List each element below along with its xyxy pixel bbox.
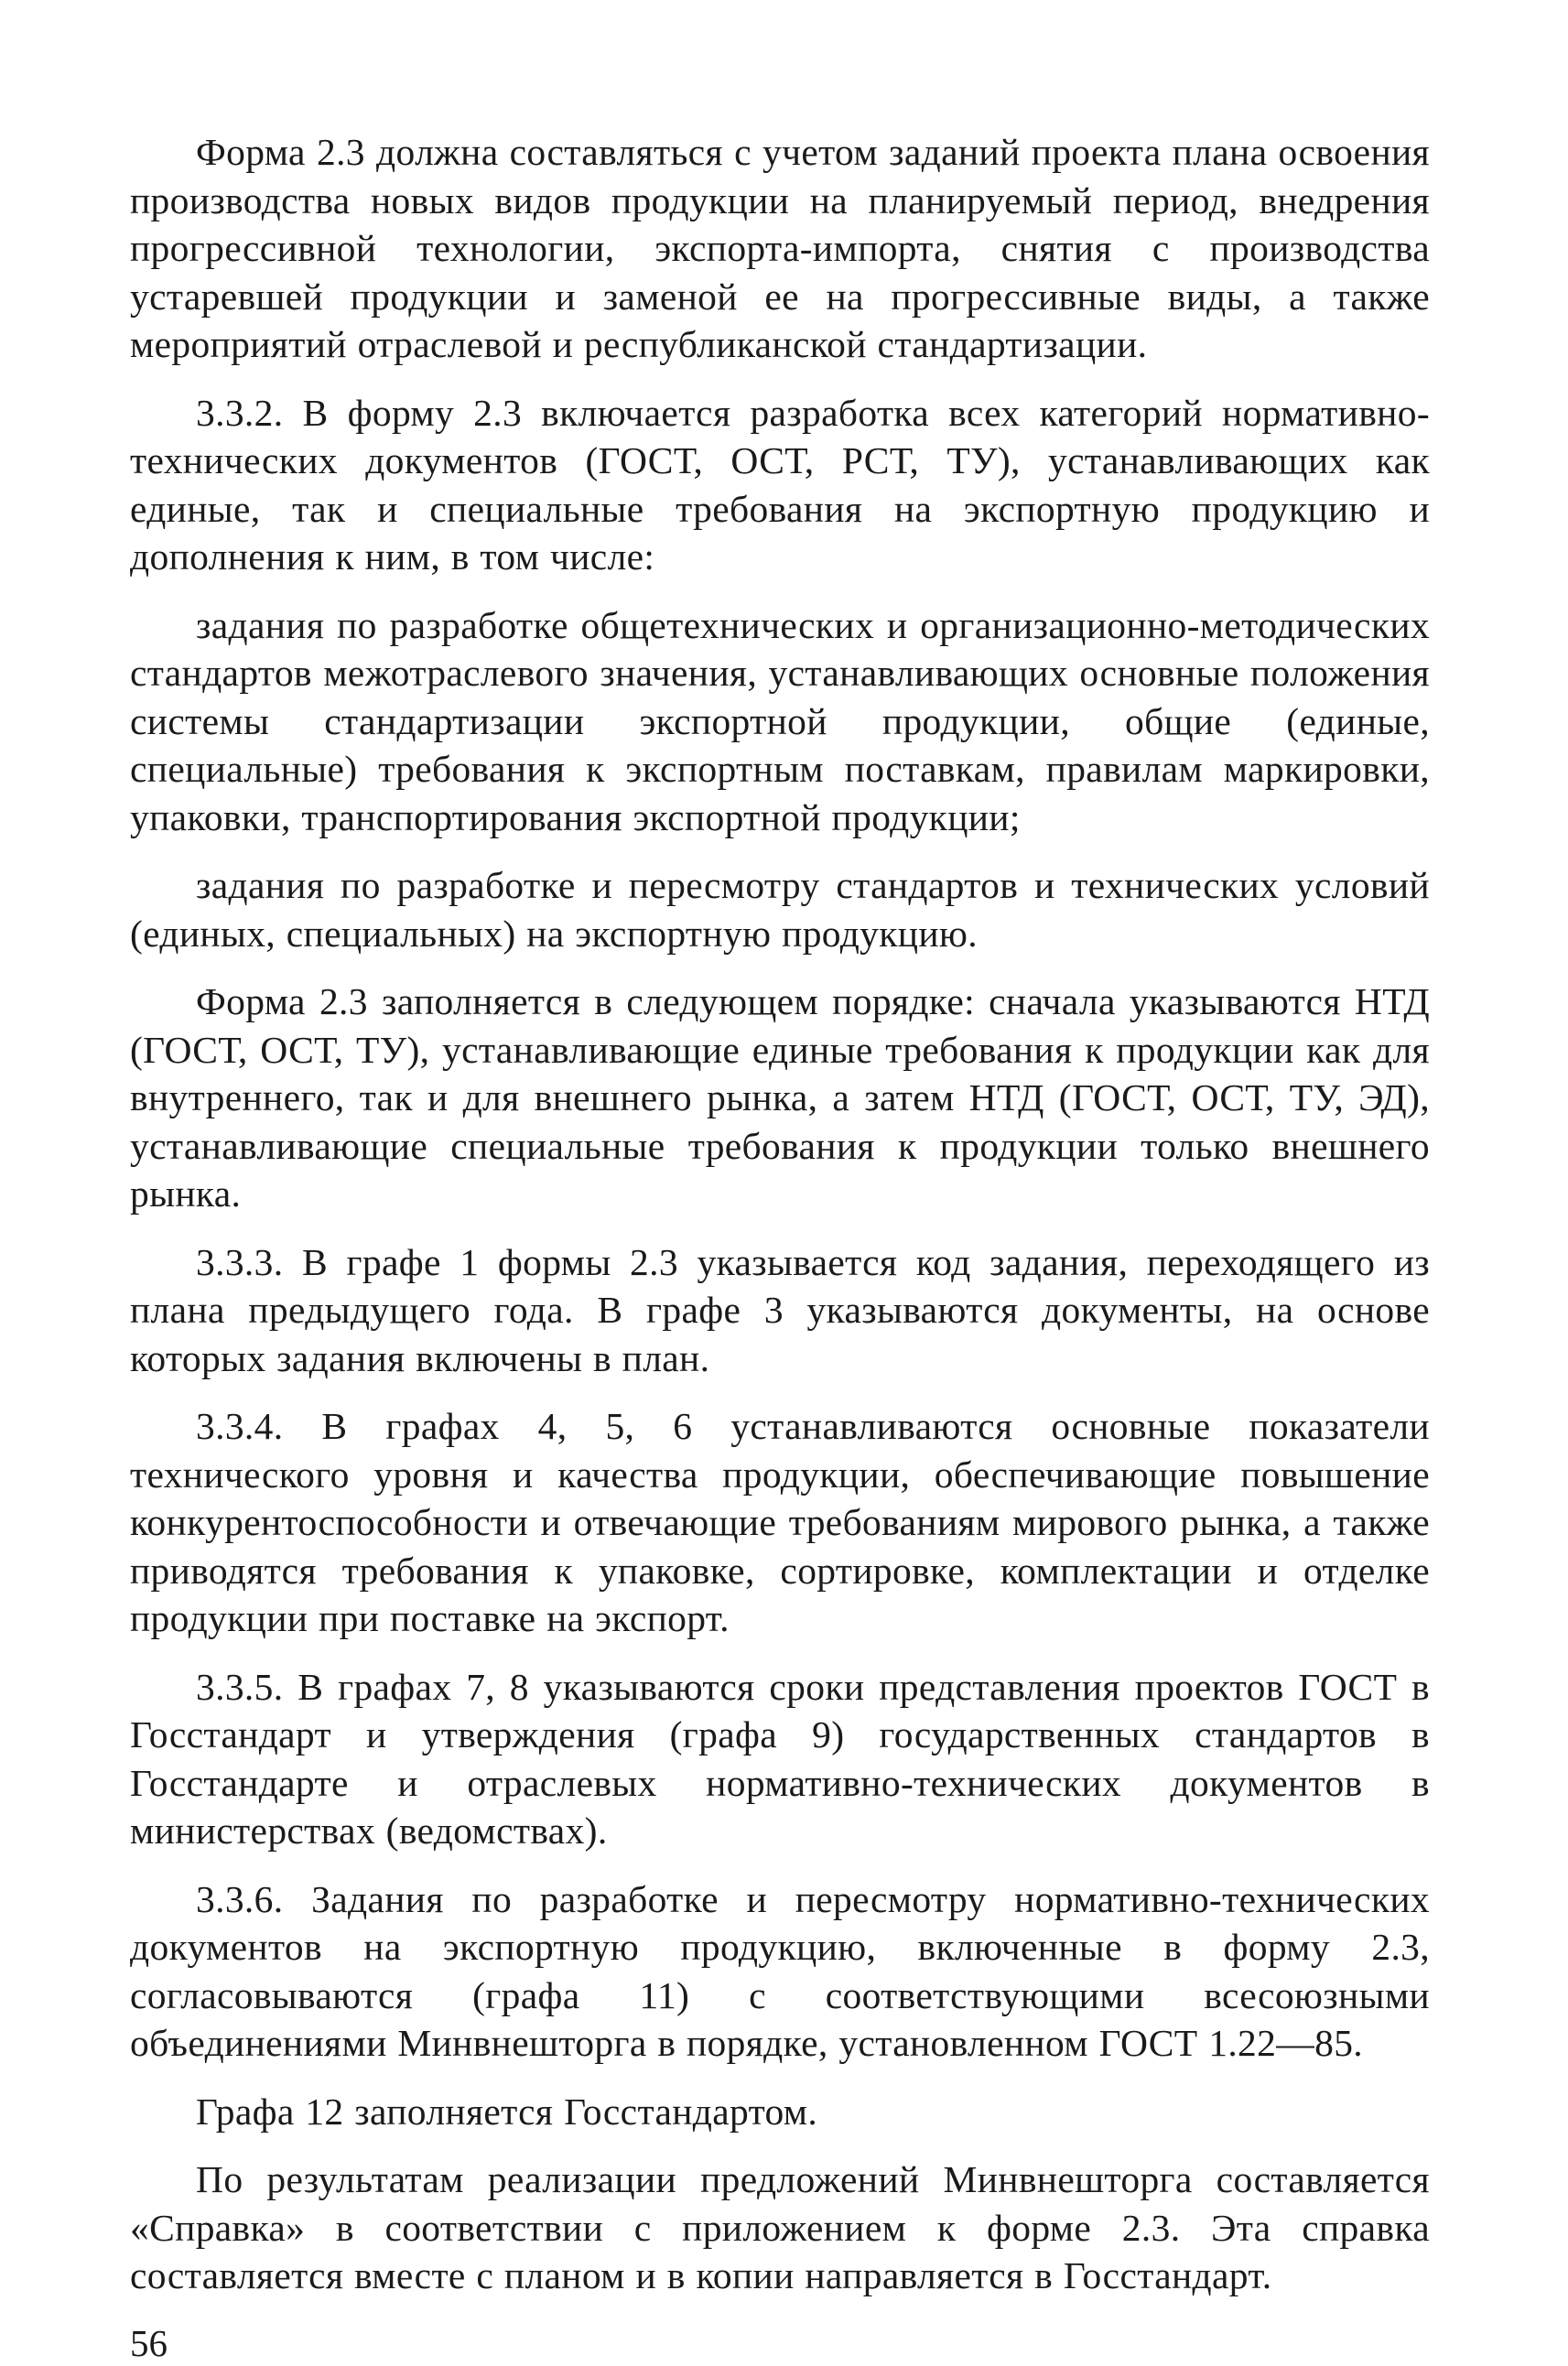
paragraph-fill-order: Форма 2.3 заполняется в следующем порядке: сначала указываются НТД (ГОСТ, ОСТ, ТУ), устанавливающие единые требования к продукции как для внутреннего, так и для внешнего рынка, а затем НТД (ГОСТ, ОСТ, ТУ, ЭД), устанавливающие специальные требования к продукции только внешнего рынка. [130,980,1430,1215]
paragraph-revision-tasks: задания по разработке и пересмотру стандартов и технических условий (единых, специальных) на экспортную продукцию. [130,864,1430,955]
paragraph-3-3-3: 3.3.3. В графе 1 формы 2.3 указывается код задания, переходящего из плана предыдущего года. В графе 3 указываются документы, на основе которых задания включены в план. [130,1240,1430,1379]
paragraph-3-3-6: 3.3.6. Задания по разработке и пересмотру нормативно-технических документов на экспортную продукцию, включенные в форму 2.3, согласовываются (графа 11) с соответствующими всесоюзными объединениями Минвнешторга в порядке, установленном ГОСТ 1.22—85. [130,1877,1430,2064]
paragraph-3-3-5: 3.3.5. В графах 7, 8 указываются сроки представления проектов ГОСТ в Госстандарт и утверждения (графа 9) государственных стандартов в Госстандарте и отраслевых нормативно-технических документов в министерствах (ведомствах). [130,1665,1430,1852]
page-number: 56 [130,2321,168,2364]
paragraph-3-3-2: 3.3.2. В форму 2.3 включается разработка всех категорий нормативно-технических документов (ГОСТ, ОСТ, РСТ, ТУ), устанавливающих как единые, так и специальные требования на экспортную продукцию и дополнения к ним, в том числе: [130,391,1430,578]
paragraph-column-12: Графа 12 заполняется Госстандартом. [196,2090,818,2133]
paragraph-general-tasks: задания по разработке общетехнических и организационно-методических стандартов межотраслевого значения, устанавливающих основные положения системы стандартизации экспортной продукции, общие (единые, специальные) требования к экспортным поставкам, правилам маркировки, упаковки, транспортирования экспортной продукции; [130,603,1430,838]
paragraph-3-3-4: 3.3.4. В графах 4, 5, 6 устанавливаются основные показатели технического уровня и качества продукции, обеспечивающие повышение конкурентоспособности и отвечающие требованиям мирового рынка, а также приводятся требования к упаковке, сортировке, комплектации и отделке продукции при поставке на экспорт. [130,1405,1430,1639]
paragraph-form-2-3-intro: Форма 2.3 должна составляться с учетом заданий проекта плана освоения производства новых видов продукции на планируемый период, внедрения прогрессивной технологии, экспорта-импорта, снятия с производства устаревшей продукции и заменой ее на прогрессивные виды, а также мероприятий отраслевой и республиканской стандартизации. [130,131,1430,365]
document-page [130,128,1430,2366]
paragraph-certificate: По результатам реализации предложений Минвнешторга составляется «Справка» в соответствии с приложением к форме 2.3. Эта справка составляется вместе с планом и в копии направляется в Госстандарт. [130,2158,1430,2296]
